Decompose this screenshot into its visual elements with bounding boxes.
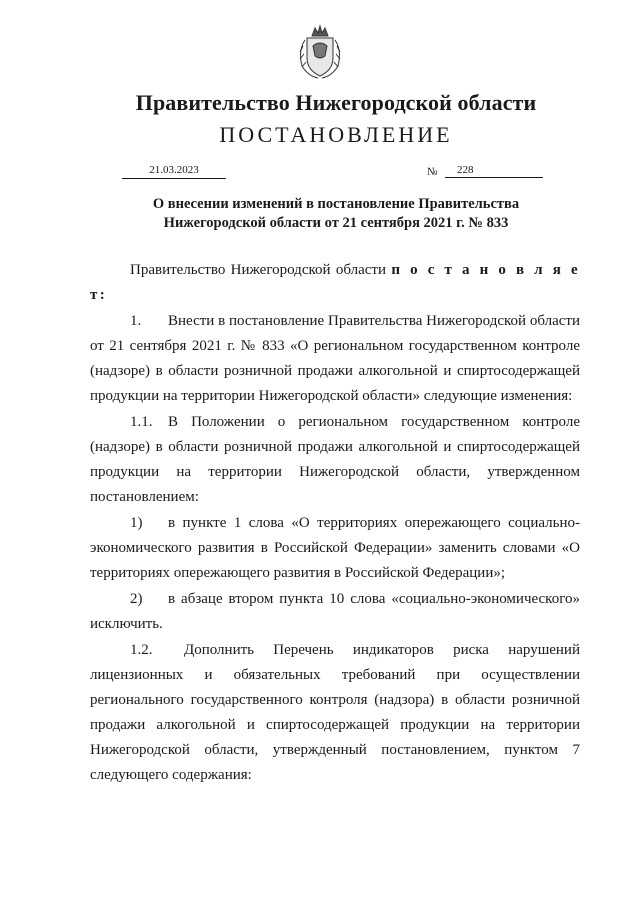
item-1: [90, 511, 580, 586]
subject-line-1: О внесении изменений в постановление Правительства: [152, 196, 520, 212]
paragraph-1-2-text: Дополнить Перечень индикаторов риска нарушений лицензионных и обязательных требований при осуществлении регионального государственного контроля (надзора) в области розничной продажи алкогольной и спиртосодержащей продукции на территории Нижегородской области, утвержденный постановлением, пунктом 7 следующего содержания:: [90, 642, 580, 783]
subject-line-2: Нижегородской области от 21 сентября 2021 г. № 833: [163, 215, 509, 231]
item-1-text: в пункте 1 слова «О территориях опережающего социально-экономического развития в Российской Федерации» заменить словами «О территориях опережающего развития в Российской Федерации»;: [90, 515, 580, 581]
paragraph-1: [90, 309, 580, 409]
item-2-text: в абзаце втором пункта 10 слова «социально-экономического» исключить.: [90, 591, 580, 632]
intro-verb: п о с т а н о в л я е т:: [90, 262, 580, 303]
paragraph-1-text: Внести в постановление Правительства Нижегородской области от 21 сентября 2021 г. № 833 «О региональном государственном контроле (надзоре) в области розничной продажи алкогольной и спиртосодержащей продукции на территории Нижегородской области» следующие изменения:: [90, 313, 580, 404]
number-field: 228: [445, 164, 543, 178]
government-title: Правительство Нижегородской области: [135, 90, 537, 115]
document-subject: [96, 195, 576, 233]
item-2: [90, 587, 580, 637]
paragraph-1-number: 1.: [130, 313, 142, 329]
item-2-number: 2): [130, 591, 143, 607]
paragraph-1-1-number: 1.1.: [130, 414, 153, 430]
paragraph-1-2-number: 1.2.: [130, 642, 153, 658]
intro-lead: Правительство Нижегородской области: [130, 262, 386, 278]
document-type: ПОСТАНОВЛЕНИЕ: [219, 122, 453, 147]
date-field: 21.03.2023: [122, 164, 226, 179]
coat-of-arms-icon: [296, 22, 344, 82]
intro-paragraph: [90, 258, 580, 308]
paragraph-1-1: [90, 410, 580, 510]
item-1-number: 1): [130, 515, 143, 531]
paragraph-1-2: [90, 638, 580, 788]
number-label: №: [427, 166, 438, 178]
document-body: [90, 258, 580, 789]
paragraph-1-1-text: В Положении о региональном государственном контроле (надзоре) в области розничной продажи алкогольной и спиртосодержащей продукции на территории Нижегородской области, утвержденном постановлением:: [90, 414, 580, 505]
